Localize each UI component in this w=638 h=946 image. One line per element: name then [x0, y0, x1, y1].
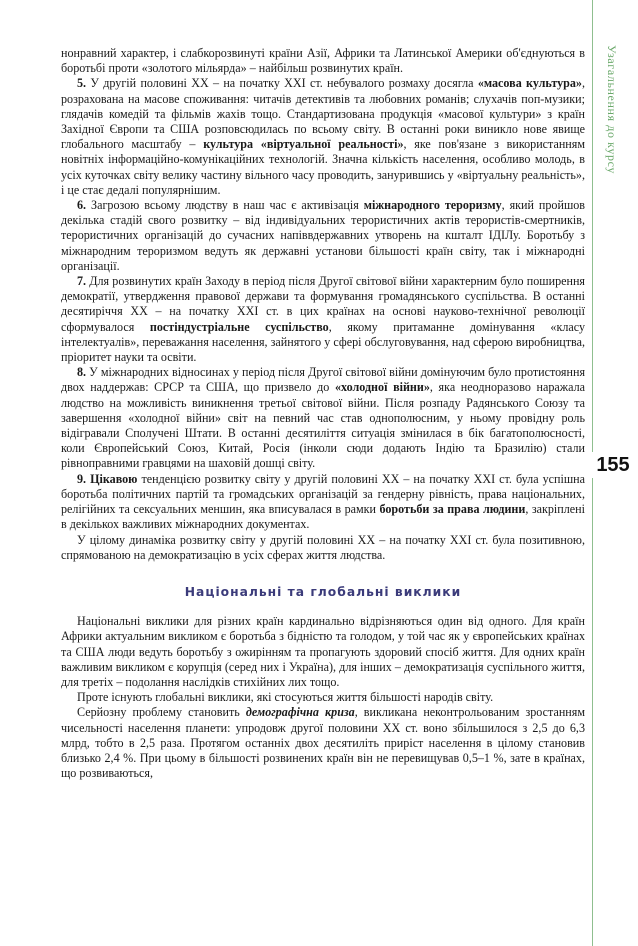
- paragraph: [61, 705, 585, 781]
- paragraph: [61, 76, 585, 198]
- paragraph: [61, 198, 585, 274]
- text-run: Серйозну проблему становить: [77, 705, 246, 720]
- running-header: Узагальнення до курсу: [605, 45, 619, 174]
- text-run: , розрахована на масове споживання: читачів детективів та любовних романів; слухачів поп-музики; глядачів комедій та фільмів жахів тощо. Стандартизована продукція «масової культури» з країн Західної Європи та США розповсюдилась по всьому світу. В останні роки виникло нове явище глобального масштабу –: [61, 76, 586, 152]
- paragraph: Національні виклики для різних країн кардинально відрізняються один від одного. Для країн Африки актуальним викликом є боротьба з бідністю та голодом, у той час як у європейських країнах та США люди ведуть боротьбу з ожирінням та пропагують здоровий спосіб життя. Для одних країн важливим викликом є корупція (серед них і Україна), для інших – демократизація суспільного життя, для третіх – подолання наслідків стихійних лих тощо.: [61, 614, 585, 689]
- text-run: У другій половині ХХ – на початку ХХІ ст. небувалого розмаху досягла: [90, 76, 478, 91]
- text-run: , який пройшов декілька стадій свого розвитку – від індивідуальних терористичних актів терористів-смертників, терористичних організацій до сучасних напіввдержавних утворень на кшталт ІДІЛу. Боротьбу з міжнародним тероризмом ведуть як державні установи більшості країн світу, так і міжнародні організації.: [61, 198, 586, 273]
- paragraph: нонравний характер, і слабкорозвинуті країни Азії, Африки та Латинської Америки об'єднуються в боротьбі проти «золотого мільярда» – найбільш розвинутих країн.: [61, 46, 585, 76]
- item-number: 9. Цікавою: [77, 471, 138, 486]
- key-term: постіндустріальне суспільство: [149, 319, 329, 334]
- text-run: Для розвинутих країн Заходу в період після Другої світової війни характерним було поширення демократії, утвердження правової держави та формування громадянського суспільства. В останні десятиріччя ХХ – на початку ХХІ ст. в цих країнах на основі науково-технічної революції сформувалося: [61, 274, 585, 334]
- text-run: , яке пов'язане з використанням новітніх інформаційно-комунікаційних технологій. Значна кількість населення, особливо молодь, в усіх куточках світу велику частину вільного часу проводить, занурившись у «віртуальну реальність», і це стає дедалі популярнішим.: [61, 137, 585, 197]
- key-term: «масова культура»: [477, 76, 582, 91]
- section-heading: Національні та глобальні виклики: [184, 584, 462, 599]
- key-term: демографічна криза: [245, 705, 355, 720]
- item-number: 6.: [77, 198, 92, 213]
- key-term: культура «віртуальної реальності»: [203, 137, 404, 152]
- paragraph: [61, 472, 585, 533]
- text-run: тенденцією розвитку світу у другій половині ХХ – на початку ХХІ ст. була успішна боротьба політичних партій та громадських організацій за гендерну рівність, права національних, релігійних та сексуальних меншин, яка вписувалася в рамки: [61, 471, 585, 517]
- item-number: 7.: [77, 274, 90, 289]
- item-number: 5.: [77, 76, 91, 91]
- paragraph: [61, 274, 585, 365]
- page-number: 155: [590, 452, 636, 478]
- key-term: «холодної війни»: [334, 380, 430, 395]
- body-text: [61, 46, 585, 781]
- text-run: , якому притаманне домінування «класу інтелектуалів», переважання населення, зайнятого у сфері обслуговування, над сферою виробництва, пріоритет науки та освіти.: [61, 319, 585, 365]
- paragraph: [61, 365, 585, 471]
- paragraph: У цілому динаміка розвитку світу у другій половині ХХ – на початку ХХІ ст. була позитивною, спрямованою на демократизацію в усіх сферах життя людства.: [61, 532, 585, 562]
- text-run: У міжнародних відносинах у період після Другої світової війни домінуючим було протистояння двох наддержав: СРСР та США, що призвело до: [61, 365, 586, 395]
- text-run: , викликана неконтрольованим зростанням чисельності населення планети: упродовж другої половини ХХ ст. воно збільшилося з 2,5 до 6,3 млрд, тобто в 2,5 раза. Протягом останніх двох десятиліть приріст населення в цілому становив близько 2,4 %. При цьому в більшості розвинених країн він не перевищував 0,5–1 %, зате в країнах, що розвиваються,: [61, 705, 585, 781]
- key-term: міжнародного тероризму: [363, 198, 502, 213]
- text-run: , закріплені в декількох важливих міжнародних документах.: [61, 502, 585, 532]
- text-run: , яка неодноразово наражала людство на можливість виникнення третьої світової війни. Після розпаду Радянського Союзу та завершення «холодної війни» світ на певний час став однополюсним, у ньому провідну роль відігравали Сполучені Штати. В останні десятиліття ситуація змінилася в бік багатополюсності, коли Європейський Союз, Китай, Росія (інколи сюди додають Індію та Бразилію) стали рівноправними гравцями на шаховій дошці світу.: [61, 380, 585, 471]
- key-term: боротьби за права людини: [379, 502, 526, 517]
- item-number: 8.: [77, 365, 90, 380]
- text-run: Загрозою всьому людству в наш час є активізація: [91, 198, 364, 213]
- paragraph: Проте існують глобальні виклики, які стосуються життя більшості народів світу.: [77, 690, 494, 705]
